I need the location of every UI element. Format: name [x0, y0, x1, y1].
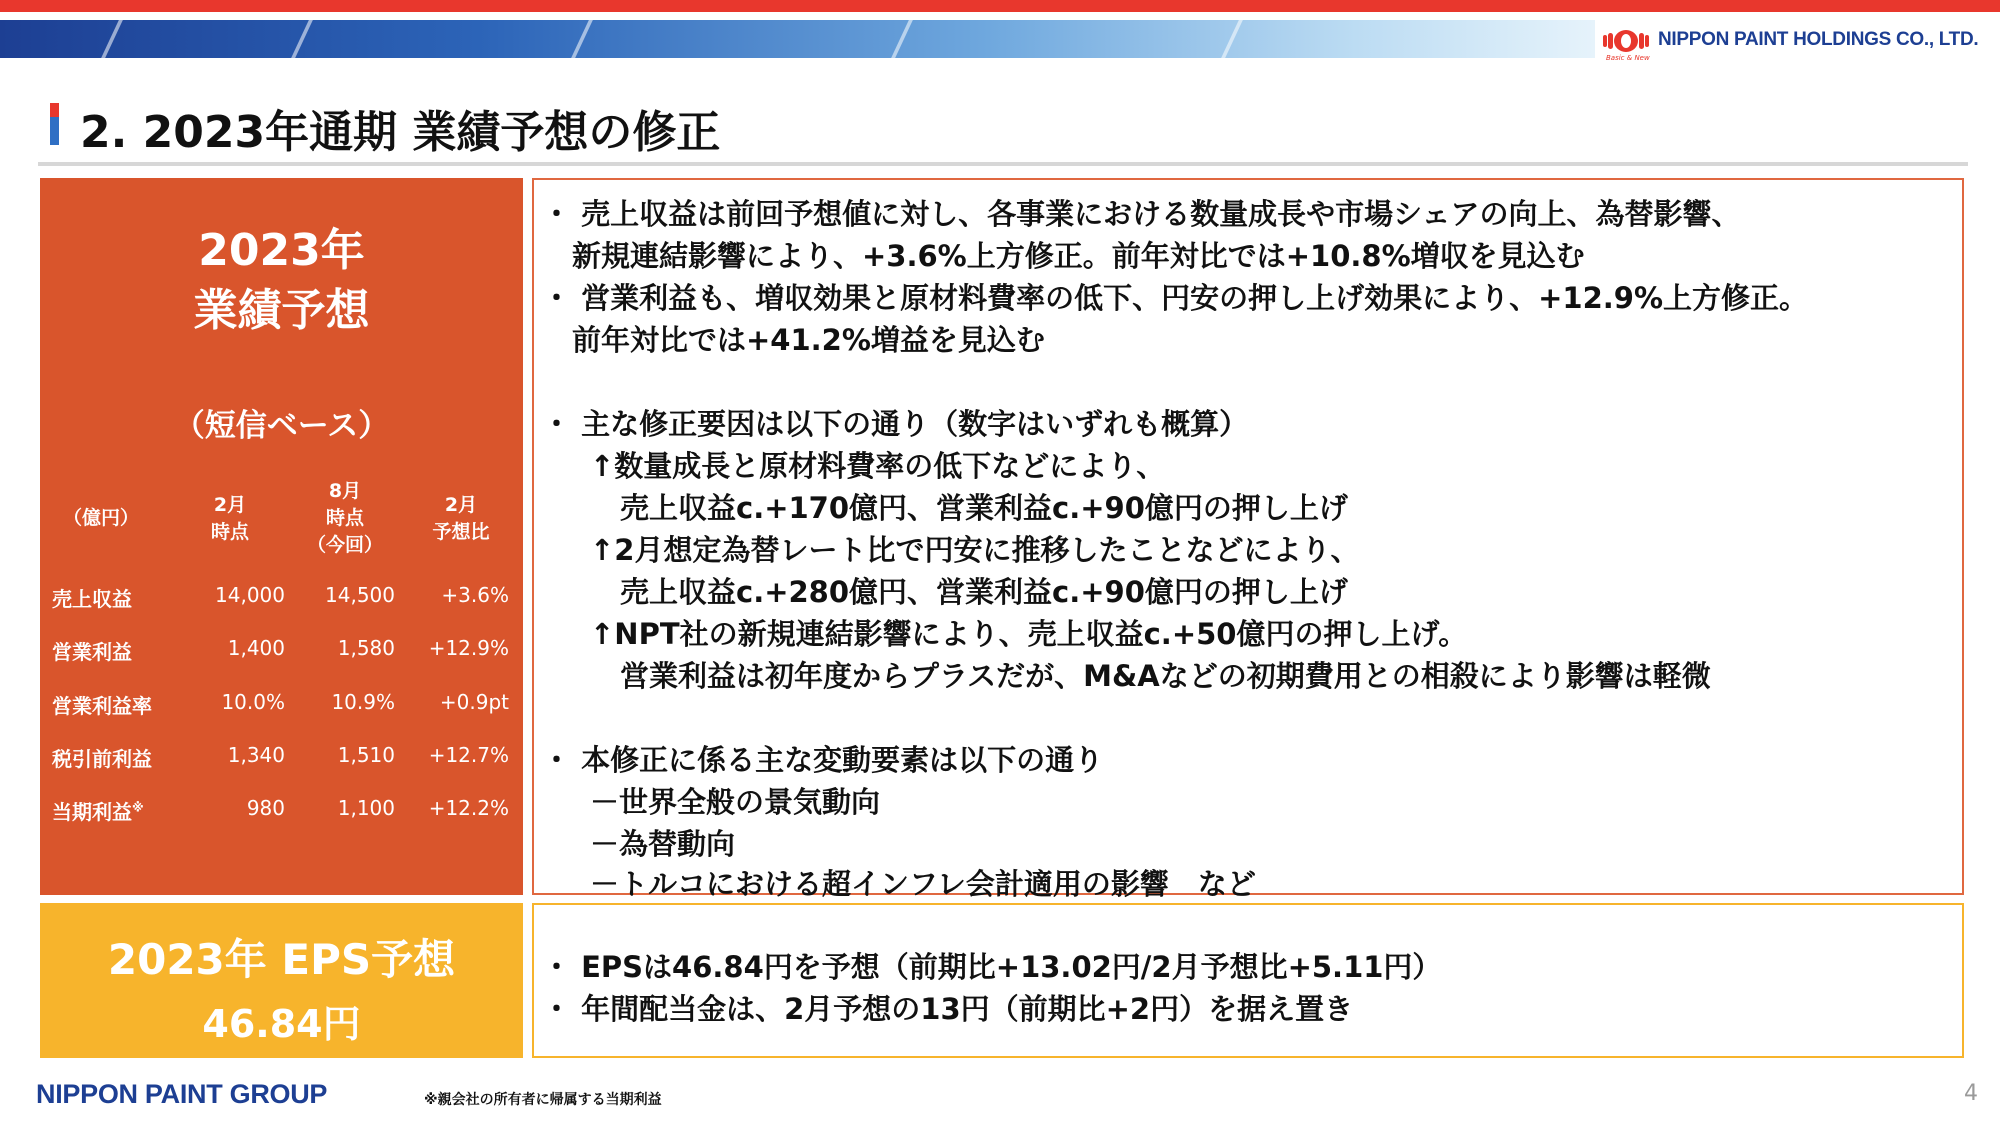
table-row	[40, 743, 523, 773]
note-line: 売上収益c.+280億円、営業利益c.+90億円の押し上げ	[620, 575, 1348, 609]
value-diff: +12.7%	[428, 743, 509, 767]
value-aug: 10.9%	[331, 690, 395, 714]
table-row	[40, 583, 523, 613]
row-label: 当期利益※	[52, 800, 144, 824]
page-title: 2. 2023年通期 業績予想の修正	[80, 107, 721, 158]
stripe-divider	[291, 20, 313, 58]
note-line: ・ 本修正に係る主な変動要素は以下の通り	[542, 743, 1104, 777]
unit-label: （億円）	[62, 507, 139, 529]
column-header-vs-feb: 2月 予想比	[432, 494, 490, 543]
value-aug: 14,500	[325, 583, 395, 607]
company-logo-icon	[1598, 28, 1654, 54]
note-line: 新規連結影響により、+3.6%上方修正。前年対比では+10.8%増収を見込む	[572, 239, 1585, 273]
note-line: ・ 売上収益は前回予想値に対し、各事業における数量成長や市場シェアの向上、為替影響、	[542, 197, 1741, 231]
note-line: 営業利益は初年度からプラスだが、M&Aなどの初期費用との相殺により影響は軽微	[620, 659, 1711, 693]
table-row	[40, 796, 523, 826]
title-divider	[38, 162, 1968, 166]
forecast-panel	[40, 178, 523, 895]
row-label: 営業利益率	[52, 694, 152, 718]
row-label: 売上収益	[52, 587, 132, 611]
stripe-divider	[1221, 20, 1243, 58]
forecast-title: 業績予想	[193, 285, 370, 336]
footnote-mark: ※	[132, 800, 144, 815]
value-feb: 1,340	[227, 743, 285, 767]
table-row	[40, 636, 523, 666]
forecast-subtitle: （短信ベース）	[173, 408, 390, 444]
value-diff: +12.2%	[428, 796, 509, 820]
note-line: 前年対比では+41.2%増益を見込む	[572, 323, 1045, 357]
page-number: 4	[1964, 1081, 1978, 1106]
stripe-divider	[571, 20, 593, 58]
value-feb: 980	[246, 796, 285, 820]
note-line: ↑2月想定為替レート比で円安に推移したことなどにより、	[590, 533, 1360, 567]
value-feb: 1,400	[227, 636, 285, 660]
column-header-feb: 2月 時点	[210, 494, 249, 543]
column-header-aug: 8月 時点 （今回）	[306, 480, 383, 556]
note-line: －トルコにおける超インフレ会計適用の影響 など	[590, 867, 1256, 901]
footnote: ※親会社の所有者に帰属する当期利益	[424, 1092, 662, 1108]
note-line: ・ 営業利益も、増収効果と原材料費率の低下、円安の押し上げ効果により、+12.9%上方修正。	[542, 281, 1809, 315]
value-diff: +12.9%	[428, 636, 509, 660]
row-label: 営業利益	[52, 640, 132, 664]
eps-value: 46.84円	[202, 1002, 361, 1046]
note-line: －為替動向	[590, 827, 736, 861]
value-aug: 1,580	[337, 636, 395, 660]
header-gradient-stripe	[0, 20, 1595, 58]
value-aug: 1,510	[337, 743, 395, 767]
eps-notes-panel	[532, 903, 1964, 1058]
note-line: ↑数量成長と原材料費率の低下などにより、	[590, 449, 1166, 483]
value-feb: 10.0%	[221, 690, 285, 714]
eps-panel	[40, 903, 523, 1058]
note-line: －世界全般の景気動向	[590, 785, 881, 819]
footer-brand-logo: NIPPON PAINT GROUP	[36, 1079, 328, 1109]
note-line: ↑NPT社の新規連結影響により、売上収益c.+50億円の押し上げ。	[590, 617, 1468, 651]
stripe-divider	[101, 20, 123, 58]
revision-notes-panel	[532, 178, 1964, 901]
company-name: NIPPON PAINT HOLDINGS CO., LTD.	[1658, 29, 1979, 50]
title-accent-bar	[50, 103, 59, 145]
row-label: 税引前利益	[52, 747, 152, 771]
forecast-title-year: 2023年	[198, 225, 365, 276]
note-line: 売上収益c.+170億円、営業利益c.+90億円の押し上げ	[620, 491, 1348, 525]
eps-title: 2023年 EPS予想	[107, 935, 456, 984]
table-row	[40, 690, 523, 720]
eps-note-line: ・ EPSは46.84円を予想（前期比+13.02円/2月予想比+5.11円）	[542, 950, 1442, 984]
company-tagline: Basic & New	[1606, 54, 1650, 62]
value-aug: 1,100	[337, 796, 395, 820]
top-red-bar	[0, 0, 2000, 12]
value-diff: +3.6%	[441, 583, 509, 607]
note-line: ・ 主な修正要因は以下の通り（数字はいずれも概算）	[542, 407, 1249, 441]
stripe-divider	[891, 20, 913, 58]
value-diff: +0.9pt	[439, 690, 509, 714]
eps-note-line: ・ 年間配当金は、2月予想の13円（前期比+2円）を据え置き	[542, 992, 1354, 1026]
value-feb: 14,000	[215, 583, 285, 607]
